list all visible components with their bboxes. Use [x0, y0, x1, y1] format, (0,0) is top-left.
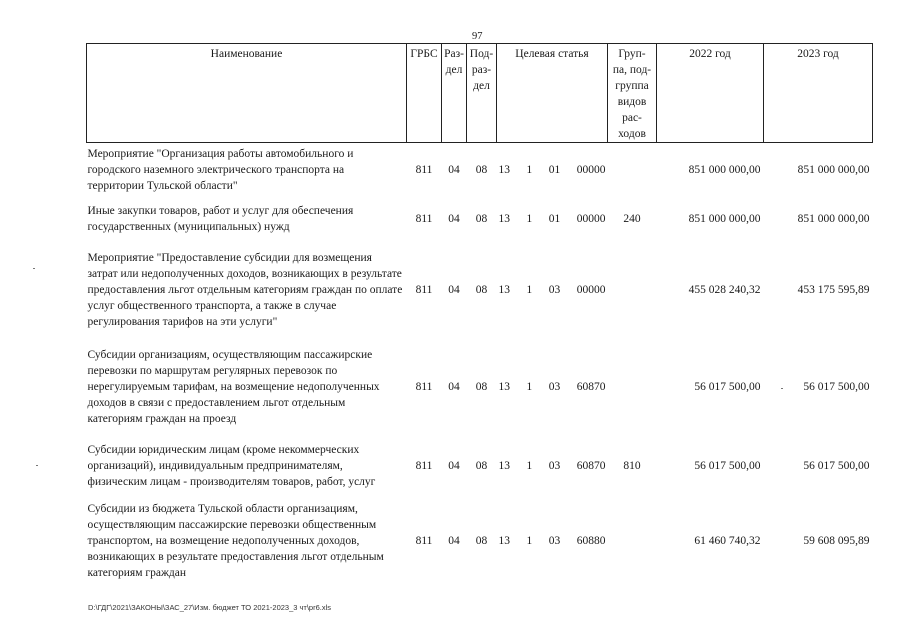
target-subprogram: 1	[526, 212, 533, 225]
row-razdel: 04	[448, 283, 460, 296]
header-grbs: ГРБС	[407, 44, 442, 143]
table-row	[87, 197, 873, 241]
header-name: Наименование	[87, 44, 407, 143]
row-group	[608, 241, 657, 339]
table-row	[87, 241, 873, 339]
target-direction: 60880	[576, 534, 606, 547]
table-row	[87, 339, 873, 435]
row-name: Субсидии из бюджета Тульской области организациям, осуществляющим пассажирские перевозки общественным транспортом, на возмещение недополученных доходов, возникающих в результате предоставления льгот отдельным категориям граждан	[87, 502, 384, 579]
row-2023: 59 608 095,89	[803, 534, 870, 547]
row-group	[608, 497, 657, 585]
target-direction: 00000	[576, 163, 606, 176]
row-name: Мероприятие "Предоставление субсидии для возмещения затрат или недополученных доходов, возникающих в результате предоставления льгот отдельным категориям граждан по оплате услуг общественного транспорта, а также в случае регулирования тарифов на эти услуги"	[87, 251, 403, 328]
row-group: 240	[623, 212, 641, 225]
target-subprogram: 1	[526, 283, 533, 296]
row-grbs: 811	[415, 459, 433, 472]
target-subprogram: 1	[526, 163, 533, 176]
row-grbs: 811	[415, 534, 433, 547]
scan-speck	[33, 268, 35, 269]
target-direction: 00000	[576, 283, 606, 296]
table-row	[87, 435, 873, 497]
row-target	[497, 241, 608, 339]
scan-speck	[781, 388, 783, 389]
row-razdel: 04	[448, 380, 460, 393]
row-group	[608, 339, 657, 435]
header-podrazdel: Под- раз- дел	[467, 44, 497, 143]
header-2023: 2023 год	[764, 44, 873, 143]
row-grbs: 811	[415, 163, 433, 176]
target-program: 13	[498, 380, 510, 393]
row-2023: 56 017 500,00	[803, 380, 870, 393]
row-razdel: 04	[448, 212, 460, 225]
row-2023: 453 175 595,89	[797, 283, 870, 296]
row-2023: 851 000 000,00	[797, 163, 870, 176]
target-program: 13	[498, 534, 510, 547]
target-program: 13	[498, 283, 510, 296]
row-podrazdel: 08	[475, 163, 488, 176]
target-event: 03	[548, 380, 561, 393]
row-2022: 61 460 740,32	[694, 534, 761, 547]
scan-speck	[36, 465, 38, 466]
target-direction: 60870	[576, 380, 606, 393]
target-subprogram: 1	[526, 380, 533, 393]
header-row	[87, 44, 873, 143]
row-razdel: 04	[448, 163, 460, 176]
target-subprogram: 1	[526, 459, 533, 472]
target-event: 03	[548, 459, 561, 472]
target-program: 13	[498, 163, 510, 176]
row-podrazdel: 08	[475, 283, 488, 296]
target-event: 03	[548, 534, 561, 547]
target-direction: 00000	[576, 212, 606, 225]
row-podrazdel: 08	[475, 459, 488, 472]
target-subprogram: 1	[526, 534, 533, 547]
header-razdel-l1: Раз-	[444, 48, 464, 60]
table-row	[87, 497, 873, 585]
row-2022: 56 017 500,00	[694, 459, 761, 472]
row-2023: 56 017 500,00	[803, 459, 870, 472]
row-razdel: 04	[448, 534, 460, 547]
row-2022: 851 000 000,00	[688, 163, 761, 176]
row-target	[497, 497, 608, 585]
row-grbs: 811	[415, 212, 433, 225]
file-path-footer: D:\ГДГ\2021\ЗАКОНЫ\ЗАС_27\Изм. бюджет ТО 2021-2023_3 чт\pr6.xls	[88, 603, 332, 612]
row-target	[497, 197, 608, 241]
budget-table	[86, 43, 873, 585]
row-2022: 851 000 000,00	[688, 212, 761, 225]
target-program: 13	[498, 212, 510, 225]
row-group	[608, 143, 657, 197]
row-name: Субсидии организациям, осуществляющим пассажирские перевозки по маршрутам регулярных перевозок по нерегулируемым тарифам, на возмещение недополученных доходов в связи с предоставлением льгот отдельным категориям граждан на проезд	[87, 348, 380, 425]
header-target: Целевая статья	[497, 44, 608, 143]
row-target	[497, 339, 608, 435]
page-number: 97	[472, 31, 483, 42]
row-target	[497, 143, 608, 197]
row-podrazdel: 08	[475, 534, 488, 547]
header-group: Груп- па, под- группа видов рас- ходов	[608, 44, 657, 143]
target-event: 03	[548, 283, 561, 296]
row-grbs: 811	[415, 380, 433, 393]
row-podrazdel: 08	[475, 212, 488, 225]
row-podrazdel: 08	[475, 380, 488, 393]
row-grbs: 811	[415, 283, 433, 296]
target-direction: 60870	[576, 459, 606, 472]
row-2022: 455 028 240,32	[688, 283, 761, 296]
header-razdel-l2: дел	[445, 64, 463, 76]
target-event: 01	[548, 212, 561, 225]
row-group: 810	[623, 459, 641, 472]
row-name: Субсидии юридическим лицам (кроме некоммерческих организаций), индивидуальным предпринимателям, физическим лицам - производителям товаров, работ, услуг	[87, 443, 376, 488]
table-row	[87, 143, 873, 197]
header-razdel	[442, 44, 467, 143]
row-name: Иные закупки товаров, работ и услуг для обеспечения государственных (муниципальных) нужд	[87, 204, 354, 233]
target-program: 13	[498, 459, 510, 472]
target-event: 01	[548, 163, 561, 176]
row-target	[497, 435, 608, 497]
header-2022: 2022 год	[657, 44, 764, 143]
row-name: Мероприятие "Организация работы автомобильного и городского наземного электрического транспорта на территории Тульской области"	[87, 147, 354, 192]
row-2022: 56 017 500,00	[694, 380, 761, 393]
row-2023: 851 000 000,00	[797, 212, 870, 225]
row-razdel: 04	[448, 459, 460, 472]
